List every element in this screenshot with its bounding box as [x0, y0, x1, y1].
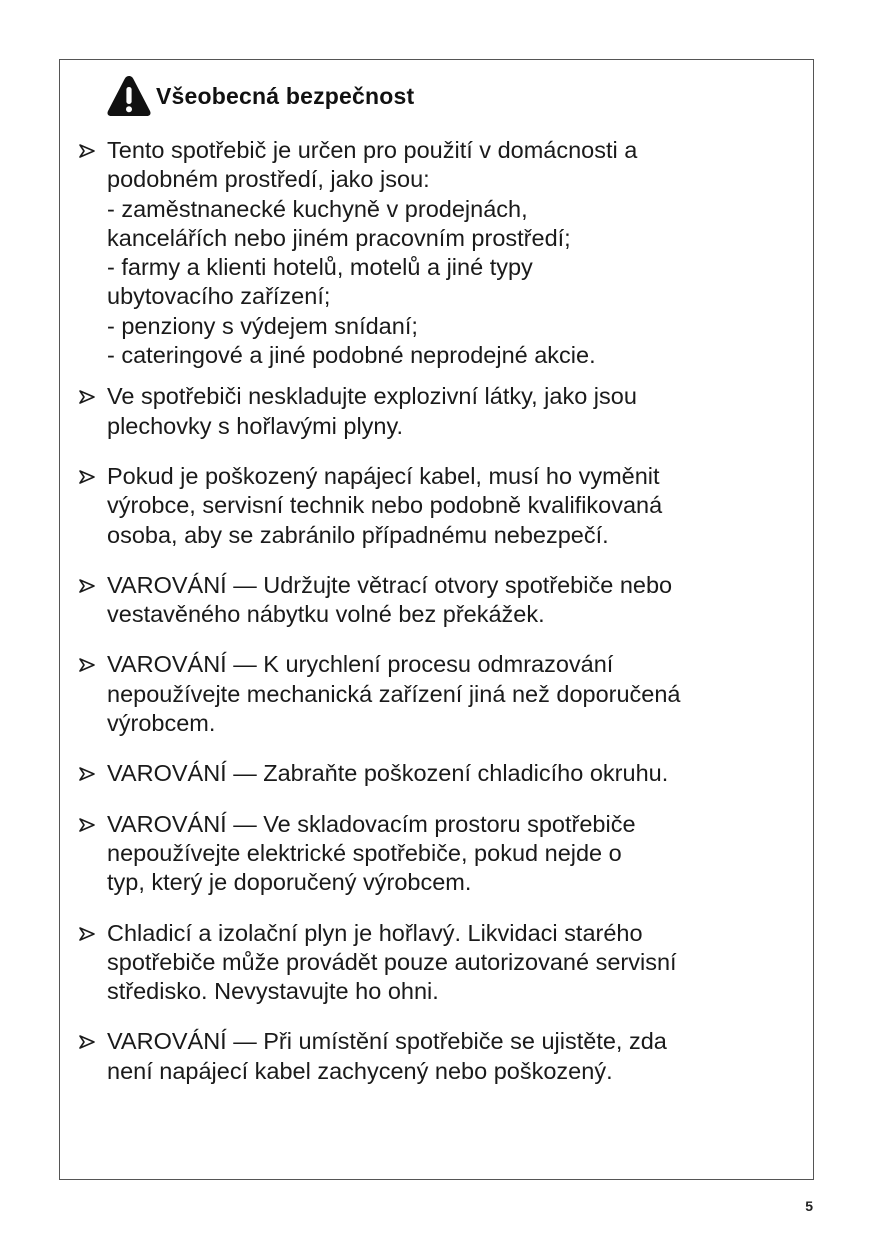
arrowhead-bullet-icon — [78, 766, 97, 782]
page-number: 5 — [805, 1198, 813, 1214]
safety-list — [78, 136, 798, 1086]
arrowhead-bullet-icon — [78, 469, 97, 485]
list-item — [78, 136, 798, 370]
item-line: VAROVÁNÍ — Při umístění spotřebiče se ujistěte, zda — [107, 1028, 667, 1055]
item-line: spotřebiče může provádět pouze autorizované servisní — [107, 948, 677, 975]
item-line: VAROVÁNÍ — Ve skladovacím prostoru spotřebiče — [107, 810, 636, 837]
arrowhead-bullet-icon — [78, 926, 97, 942]
list-item — [78, 810, 798, 898]
item-line: - zaměstnanecké kuchyně v prodejnách, — [107, 195, 528, 222]
item-line: Tento spotřebič je určen pro použití v domácnosti a — [107, 137, 638, 163]
item-line: podobném prostředí, jako jsou: — [107, 166, 430, 193]
list-item — [78, 462, 798, 550]
item-line: vestavěného nábytku volné bez překážek. — [107, 601, 545, 628]
item-line: Pokud je poškozený napájecí kabel, musí ho vyměnit — [107, 462, 660, 489]
item-line: výrobce, servisní technik nebo podobně kvalifikovaná — [107, 492, 663, 519]
item-line: plechovky s hořlavými plyny. — [107, 412, 404, 439]
item-line: středisko. Nevystavujte ho ohni. — [107, 978, 439, 1005]
list-item — [78, 571, 798, 630]
list-item — [78, 919, 798, 1007]
item-line: výrobcem. — [107, 710, 216, 737]
section-title: Všeobecná bezpečnost — [156, 82, 415, 109]
section-heading — [106, 74, 414, 118]
arrowhead-bullet-icon — [78, 657, 97, 673]
item-line: Ve spotřebiči neskladujte explozivní látky, jako jsou — [107, 383, 637, 410]
warning-triangle-icon — [106, 74, 152, 118]
item-line: ubytovacího zařízení; — [107, 283, 331, 310]
item-line: nepoužívejte elektrické spotřebiče, pokud nejde o — [107, 839, 622, 866]
arrowhead-bullet-icon — [78, 143, 97, 159]
arrowhead-bullet-icon — [78, 578, 97, 594]
list-item — [78, 1027, 798, 1086]
arrowhead-bullet-icon — [78, 1034, 97, 1050]
item-line: Chladicí a izolační plyn je hořlavý. Likvidaci starého — [107, 919, 643, 946]
list-item — [78, 382, 798, 441]
arrowhead-bullet-icon — [78, 389, 97, 405]
list-item — [78, 759, 798, 788]
item-line: VAROVÁNÍ — K urychlení procesu odmrazování — [107, 651, 614, 678]
item-line: - penziony s výdejem snídaní; — [107, 312, 418, 339]
item-line: osoba, aby se zabránilo případnému nebezpečí. — [107, 521, 609, 548]
item-line: - cateringové a jiné podobné neprodejné akcie. — [107, 342, 596, 369]
item-line: není napájecí kabel zachycený nebo poškozený. — [107, 1057, 613, 1084]
arrowhead-bullet-icon — [78, 817, 97, 833]
item-line: VAROVÁNÍ — Udržujte větrací otvory spotřebiče nebo — [107, 571, 673, 598]
item-line: typ, který je doporučený výrobcem. — [107, 869, 472, 896]
item-line: VAROVÁNÍ — Zabraňte poškození chladicího okruhu. — [107, 760, 669, 787]
item-line: kancelářích nebo jiném pracovním prostředí; — [107, 224, 571, 251]
item-line: - farmy a klienti hotelů, motelů a jiné typy — [107, 254, 533, 281]
list-item — [78, 650, 798, 738]
item-line: nepoužívejte mechanická zařízení jiná než doporučená — [107, 680, 681, 707]
